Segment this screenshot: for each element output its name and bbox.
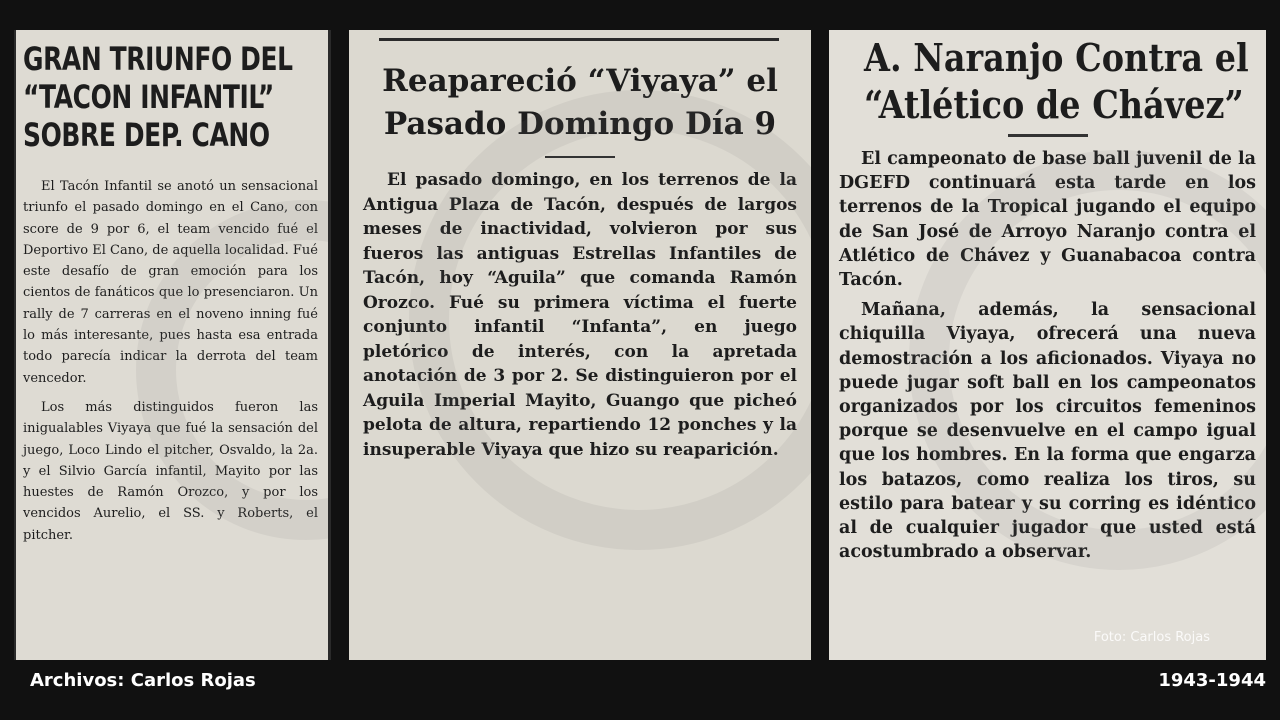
headline-line-1: A. Naranjo Contra el xyxy=(864,35,1249,80)
article-paragraph: El Tacón Infantil se anotó un sensacional triunfo el pasado domingo en el Cano, con score de 9 por 6, el team vencido fué el Deportivo El Cano, de aquella localidad. Fué este desafío de gran emoción para los cientos de fanáticos que lo presenciaron. Un rally de 7 carreras en el noveno inning fué lo más interesante, pues hasta esa entrada todo parecía indicar la derrota del team vencedor. xyxy=(23,179,318,386)
archive-credit: Archivos: Carlos Rojas xyxy=(30,670,256,691)
article-paragraph: Mañana, además, la sensacional chiquilla Viyaya, ofrecerá una nueva demostración a los aficionados. Viyaya no puede jugar soft ball en los campeonatos organizados por los circuitos femeninos porque se desenvuelve en el campo igual que los hombres. En la forma que engarza los batazos, como realiza los tiros, su estilo para batear y su corring es idéntico al de cualquier jugador que usted está acostumbrado a observar. xyxy=(839,300,1256,563)
article-paragraph: El pasado domingo, en los terrenos de la Antigua Plaza de Tacón, después de largos meses de inactividad, volvieron por sus fueros las antiguas Estrellas Infantiles de Tacón, hoy “Aguila” que comanda Ramón Orozco. Fué su primera víctima el fuerte conjunto infantil “Infanta”, en juego pletórico de interés, con la apretada anotación de 3 por 2. Se distinguieron por el Aguila Imperial Mayito, Guango que picheó pelota de altura, repartiendo 12 ponches y la insuperable Viyaya que hizo su reaparición. xyxy=(363,170,797,460)
article-body xyxy=(839,147,1256,564)
newspaper-clipping-naranjo-chavez xyxy=(829,30,1266,660)
headline-line-3: SOBRE DEP. CANO xyxy=(23,116,270,154)
article-paragraph: El campeonato de base ball juvenil de la DGEFD continuará esta tarde en los terrenos de la Tropical jugando el equipo de San José de Arroyo Naranjo contra el Atlético de Chávez y Guanabacoa contra Tacón. xyxy=(839,149,1256,291)
article-body xyxy=(23,176,318,546)
years-label: 1943-1944 xyxy=(1158,670,1266,691)
headline xyxy=(23,40,318,154)
article-paragraph: Los más distinguidos fueron las inigualables Viyaya que fué la sensación del juego, Loco Lindo el pitcher, Osvaldo, la 2a. y el Silvio García infantil, Mayito por las huestes de Ramón Orozco, y por los vencidos Aurelio, el SS. y Roberts, el pitcher. xyxy=(23,399,318,543)
headline-line-1: GRAN TRIUNFO DEL xyxy=(23,40,293,78)
headline-line-2: “Atlético de Chávez” xyxy=(864,82,1244,127)
separator xyxy=(1008,134,1088,137)
headline-line-2: Pasado Domingo Día 9 xyxy=(383,106,777,142)
newspaper-clipping-reaparecio-viyaya xyxy=(349,30,811,660)
headline-line-2: “TACON INFANTIL” xyxy=(23,78,274,116)
photo-credit: Foto: Carlos Rojas xyxy=(1093,630,1210,645)
top-rule xyxy=(379,38,779,41)
article-body xyxy=(363,168,797,462)
newspaper-clipping-tacon-infantil xyxy=(14,30,331,660)
separator xyxy=(545,156,615,158)
headline-line-1: Reapareció “Viyaya” el xyxy=(382,63,778,99)
